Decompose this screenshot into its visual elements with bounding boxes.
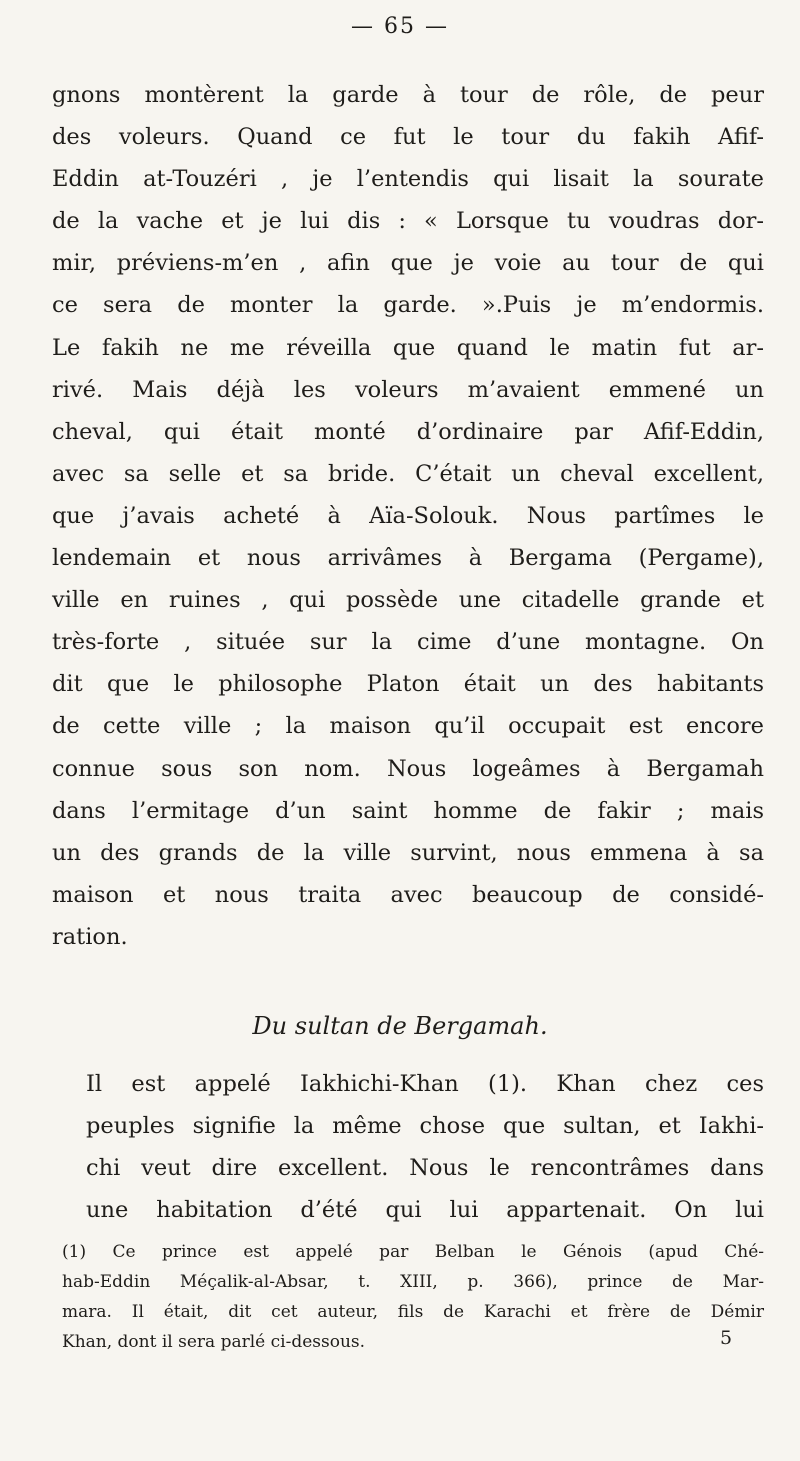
text-line: lendemain et nous arrivâmes à Bergama (Pergame), <box>52 545 764 572</box>
text-line: ration. <box>52 923 128 950</box>
text-line: connue sous son nom. Nous logeâmes à Bergamah <box>52 755 764 782</box>
text-line: avec sa selle et sa bride. C’était un cheval excellent, <box>52 460 764 487</box>
text-line: un des grands de la ville survint, nous emmena à sa <box>52 839 764 866</box>
text-line: des voleurs. Quand ce fut le tour du fakih Afif- <box>52 124 764 151</box>
text-line: une habitation d’été qui lui appartenait. On lui <box>86 1197 764 1224</box>
text-line: gnons montèrent la garde à tour de rôle, de peur <box>52 82 764 108</box>
text-line: dans l’ermitage d’un saint homme de fakir ; mais <box>52 797 764 824</box>
text-line: rivé. Mais déjà les voleurs m’avaient emmené un <box>52 376 764 403</box>
text-line: maison et nous traita avec beaucoup de considé- <box>52 881 764 908</box>
text-line: Il est appelé Iakhichi-Khan (1). Khan chez ces <box>86 1071 764 1097</box>
text-line: Le fakih ne me réveilla que quand le matin fut ar- <box>52 334 764 361</box>
text-line: dit que le philosophe Platon était un des habitants <box>52 671 764 698</box>
text-line: que j’avais acheté à Aïa-Solouk. Nous partîmes le <box>52 502 764 529</box>
text-line: cheval, qui était monté d’ordinaire par Afif-Eddin, <box>52 418 764 445</box>
section-heading: Du sultan de Bergamah. <box>252 1012 548 1040</box>
footnote-line: mara. Il était, dit cet auteur, fils de Karachi et frère de Démir <box>62 1302 764 1322</box>
text-line: mir, préviens-m’en , afin que je voie au tour de qui <box>52 250 764 277</box>
text-line: de cette ville ; la maison qu’il occupait est encore <box>52 713 764 740</box>
text-line: de la vache et je lui dis : « Lorsque tu voudras dor- <box>52 208 764 235</box>
text-line: Eddin at-Touzéri , je l’entendis qui lisait la sourate <box>52 166 764 193</box>
footnote-line: (1) Ce prince est appelé par Belban le Génois (apud Ché- <box>62 1242 764 1262</box>
text-line: peuples signifie la même chose que sultan, et Iakhi- <box>86 1113 764 1140</box>
body-paragraph-1 <box>52 74 764 958</box>
text-line: ville en ruines , qui possède une citadelle grande et <box>52 587 764 614</box>
text-line: ce sera de monter la garde. ».Puis je m’endormis. <box>52 292 764 319</box>
body-paragraph-2 <box>52 1063 764 1231</box>
footnote-line: hab-Eddin Méçalik-al-Absar, t. XIII, p. 366), prince de Mar- <box>62 1272 764 1292</box>
signature-mark: 5 <box>720 1327 733 1349</box>
footnote-line: Khan, dont il sera parlé ci-dessous. <box>62 1332 366 1352</box>
text-line: très-forte , située sur la cime d’une montagne. On <box>52 629 764 656</box>
page-number: — 65 — <box>351 14 449 39</box>
text-line: chi veut dire excellent. Nous le rencontrâmes dans <box>86 1155 764 1182</box>
footnote <box>52 1237 764 1357</box>
